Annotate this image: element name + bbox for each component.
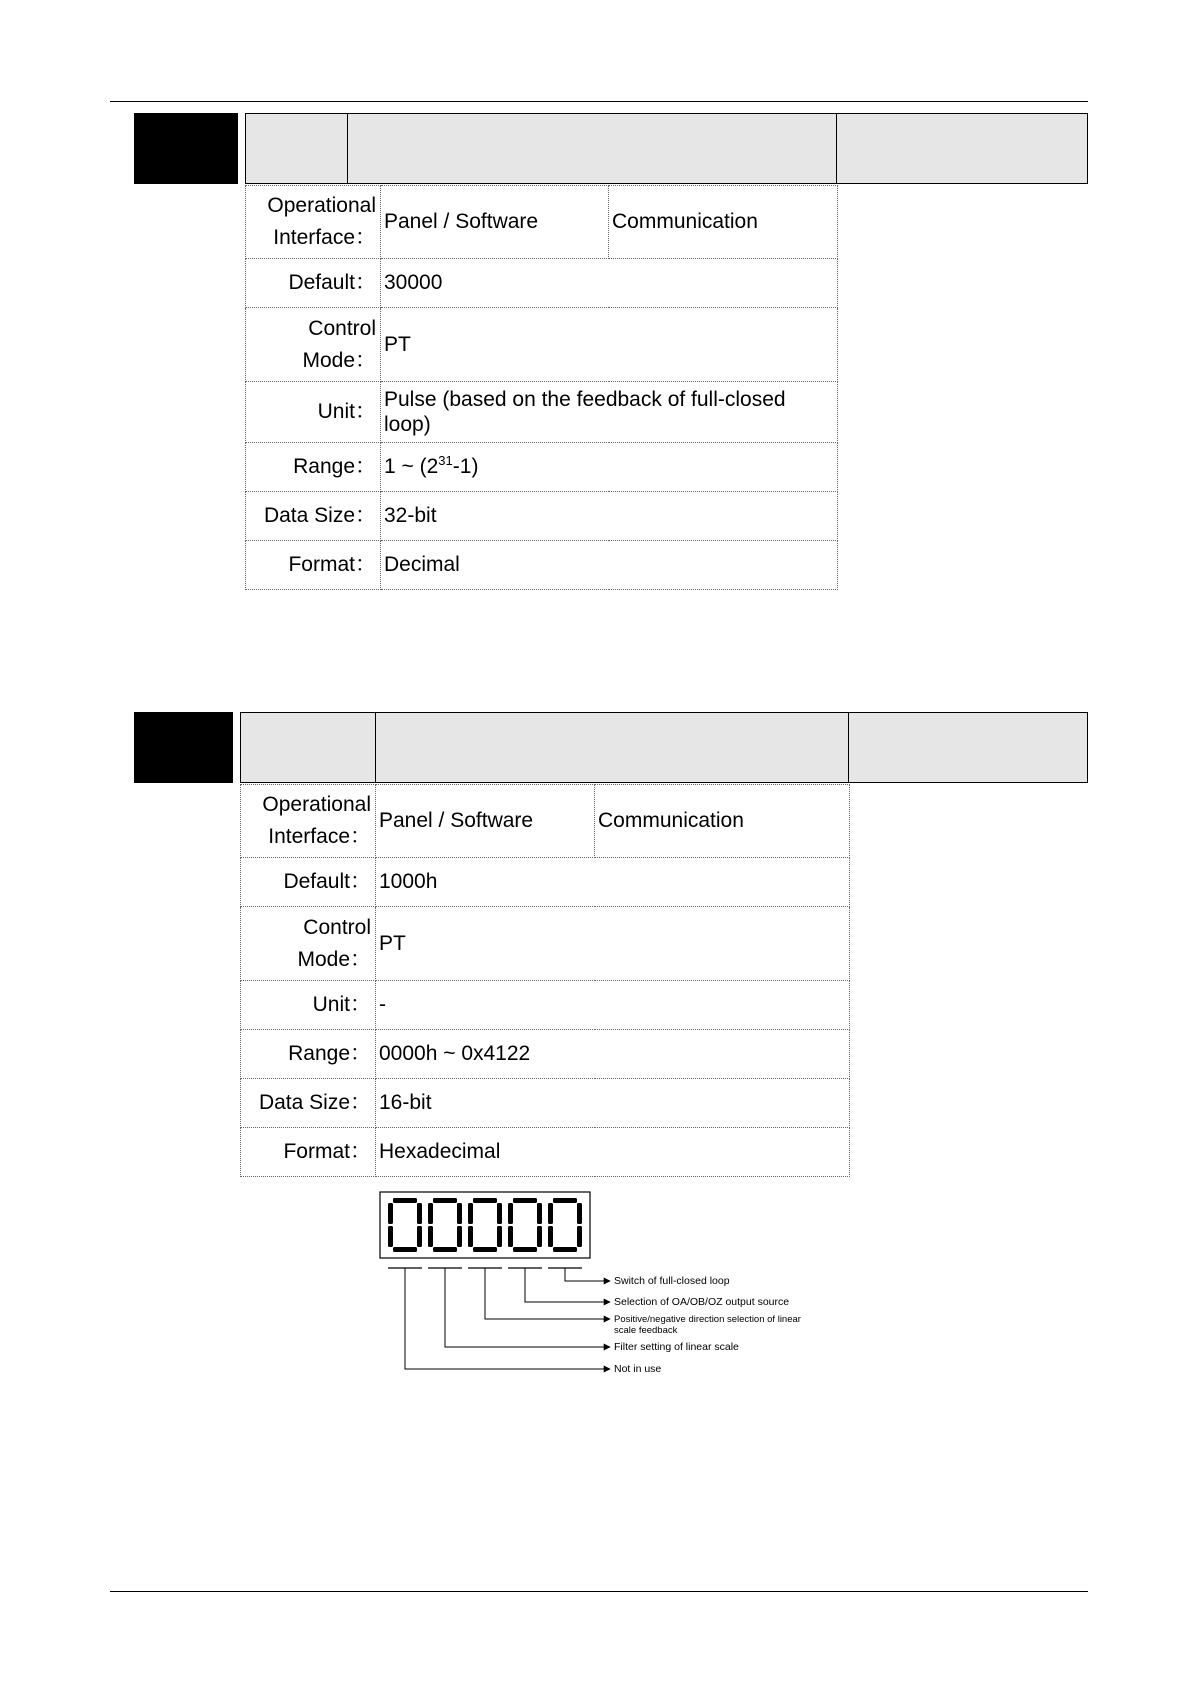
format-label: Format：: [246, 541, 381, 590]
segment-d: [553, 1247, 577, 1252]
communication-option: Communication: [609, 186, 838, 259]
label-direction-selection-cont: scale feedback: [614, 1325, 678, 1336]
label-direction-selection: Positive/negative direction selection of linear: [614, 1314, 801, 1325]
segment-c: [537, 1226, 542, 1247]
segment-e: [548, 1226, 553, 1247]
default-value: 30000: [381, 259, 838, 308]
param-2-header: [240, 712, 1088, 783]
segment-d: [393, 1247, 417, 1252]
table-row: [246, 541, 838, 590]
panel-software-option: Panel / Software: [381, 186, 609, 259]
control-mode-label: Control Mode：: [246, 308, 381, 382]
data-size-label: Data Size：: [241, 1079, 376, 1128]
table-row: [241, 1030, 850, 1079]
segment-d: [513, 1247, 537, 1252]
panel-software-option: Panel / Software: [376, 785, 595, 858]
segment-a: [393, 1198, 417, 1203]
range-value: 1 ~ $(2^{31}-1)$: [381, 443, 838, 492]
leader-line: [565, 1268, 610, 1281]
interface-row: [241, 785, 850, 858]
format-value: Decimal: [381, 541, 838, 590]
label-not-in-use: Not in use: [614, 1363, 662, 1375]
param-2-table: [240, 784, 850, 1177]
segment-b: [577, 1203, 582, 1224]
control-mode-label: Control Mode：: [241, 907, 376, 981]
default-value: 1000h: [376, 858, 850, 907]
segment-a: [473, 1198, 497, 1203]
label-full-closed-loop-switch: Switch of full-closed loop: [614, 1275, 730, 1287]
range-label: Range：: [246, 443, 381, 492]
leader-line: [525, 1268, 610, 1302]
interface-label: Operational Interface：: [241, 785, 376, 858]
table-row: [246, 443, 838, 492]
segment-e: [468, 1226, 473, 1247]
segment-c: [417, 1226, 422, 1247]
table-row: [241, 1079, 850, 1128]
range-label: Range：: [241, 1030, 376, 1079]
param-2-code-tab: [134, 712, 233, 783]
data-size-label: Data Size：: [246, 492, 381, 541]
leader-line: [445, 1268, 610, 1347]
format-label: Format：: [241, 1128, 376, 1177]
segment-c: [577, 1226, 582, 1247]
segment-e: [388, 1226, 393, 1247]
segment-a: [433, 1198, 457, 1203]
interface-row: [246, 186, 838, 259]
header-rule: [110, 101, 1088, 102]
table-row: [246, 259, 838, 308]
format-value: Hexadecimal: [376, 1128, 850, 1177]
range-value: 0000h ~ 0x4122: [376, 1030, 850, 1079]
table-row: [241, 981, 850, 1030]
control-mode-value: PT: [376, 907, 850, 981]
data-size-value: 32-bit: [381, 492, 838, 541]
default-label: Default：: [241, 858, 376, 907]
param-1-header: [245, 113, 1088, 184]
segment-b: [497, 1203, 502, 1224]
table-row: [246, 492, 838, 541]
control-mode-value: PT: [381, 308, 838, 382]
data-size-value: 16-bit: [376, 1079, 850, 1128]
digit-labels: [614, 1275, 801, 1375]
digit-leader-lines: [405, 1268, 610, 1369]
unit-label: Unit：: [241, 981, 376, 1030]
range-exponent: 31: [438, 453, 453, 468]
default-label: Default：: [246, 259, 381, 308]
segment-b: [457, 1203, 462, 1224]
segment-a: [513, 1198, 537, 1203]
segment-e: [428, 1226, 433, 1247]
footer-rule: [110, 1591, 1088, 1592]
table-row: [241, 858, 850, 907]
table-row: [241, 907, 850, 981]
segment-d: [433, 1247, 457, 1252]
segment-b: [417, 1203, 422, 1224]
param-1-table: [245, 185, 838, 590]
segment-e: [508, 1226, 513, 1247]
table-row: [246, 382, 838, 443]
segment-a: [553, 1198, 577, 1203]
interface-label: Operational Interface：: [246, 186, 381, 259]
segment-c: [497, 1226, 502, 1247]
segment-d: [473, 1247, 497, 1252]
unit-value: -: [376, 981, 850, 1030]
segment-f: [428, 1203, 433, 1224]
table-row: [246, 308, 838, 382]
communication-option: Communication: [595, 785, 850, 858]
segment-b: [537, 1203, 542, 1224]
segment-f: [388, 1203, 393, 1224]
segment-f: [548, 1203, 553, 1224]
label-linear-scale-filter: Filter setting of linear scale: [614, 1341, 739, 1353]
param-1-code-tab: [134, 113, 238, 184]
segment-f: [468, 1203, 473, 1224]
table-row: [241, 1128, 850, 1177]
unit-label: Unit：: [246, 382, 381, 443]
unit-value: Pulse (based on the feedback of full-closed loop): [381, 382, 838, 443]
segment-c: [457, 1226, 462, 1247]
label-output-source-selection: Selection of OA/OB/OZ output source: [614, 1296, 790, 1308]
segment-f: [508, 1203, 513, 1224]
leader-line: [485, 1268, 610, 1319]
digit-function-diagram: [378, 1190, 818, 1390]
